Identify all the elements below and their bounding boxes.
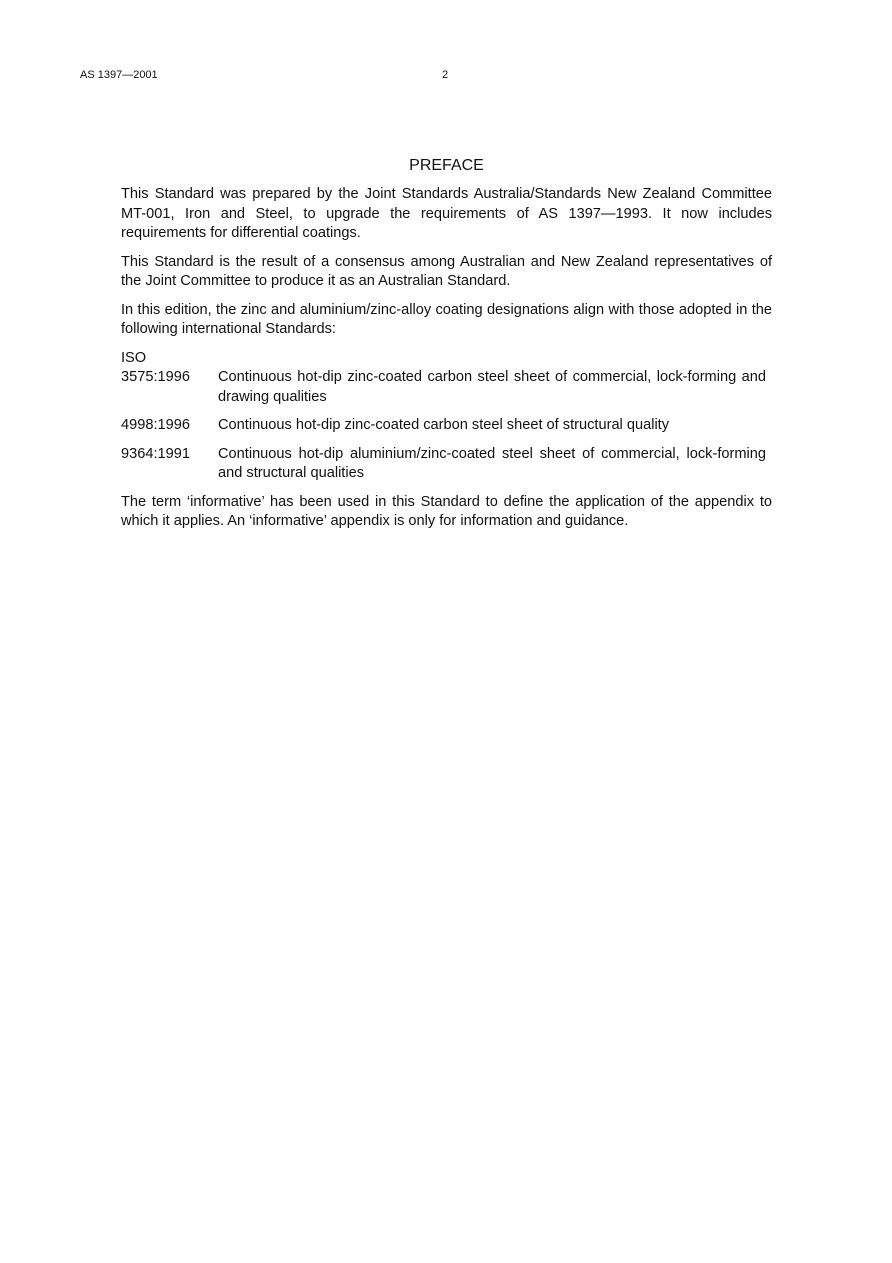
- iso-label: ISO: [121, 349, 147, 366]
- iso-standard-item: [121, 416, 772, 436]
- preface-paragraph-2: This Standard is the result of a consensus among Australian and New Zealand representatives of the Joint Committee to produce it as an Australian Standard.: [121, 253, 772, 289]
- preface-closing-paragraph: The term ‘informative’ has been used in this Standard to define the application of the appendix to which it applies. An ‘informative’ appendix is only for information and guidance.: [121, 493, 772, 529]
- preface-section: [121, 156, 772, 541]
- document-identifier: AS 1397—2001: [80, 69, 158, 81]
- running-header: [80, 68, 820, 84]
- iso-standard-title: Continuous hot-dip zinc-coated carbon steel sheet of structural quality: [218, 417, 670, 433]
- iso-standard-item: [121, 368, 772, 407]
- iso-standard-title: Continuous hot-dip aluminium/zinc-coated steel sheet of commercial, lock-forming and structural qualities: [218, 445, 766, 481]
- iso-standard-item: [121, 445, 772, 484]
- iso-standard-code: 3575:1996: [121, 369, 190, 385]
- iso-standard-code: 9364:1991: [121, 445, 190, 462]
- iso-standard-title: Continuous hot-dip zinc-coated carbon steel sheet of commercial, lock-forming and drawing qualities: [218, 369, 766, 405]
- preface-paragraph-1: This Standard was prepared by the Joint Standards Australia/Standards New Zealand Committee MT-001, Iron and Steel, to upgrade the requirements of AS 1397—1993. It now includes requirements for differential coatings.: [121, 186, 772, 241]
- preface-paragraph-3: In this edition, the zinc and aluminium/zinc-alloy coating designations align with those adopted in the following international Standards:: [121, 301, 772, 337]
- iso-standard-code: 4998:1996: [121, 417, 190, 433]
- preface-title: PREFACE: [409, 157, 484, 174]
- page-number: 2: [442, 69, 449, 81]
